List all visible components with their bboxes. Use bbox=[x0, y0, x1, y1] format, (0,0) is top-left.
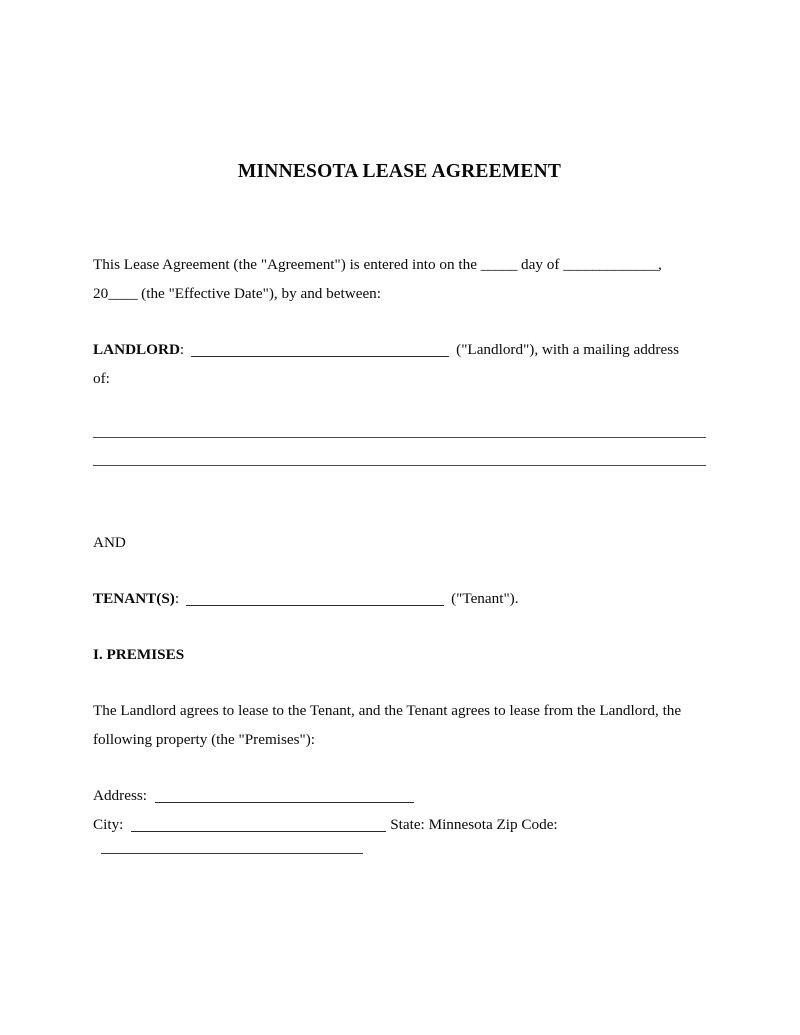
spacer bbox=[93, 308, 706, 335]
tenant-block bbox=[93, 584, 706, 613]
section-heading-premises: I. PREMISES bbox=[93, 646, 185, 664]
spacer bbox=[93, 669, 706, 696]
premises-body-paragraph bbox=[93, 696, 706, 754]
spacer bbox=[93, 754, 706, 781]
landlord-after-rule-text: ("Landlord"), with a mailing address bbox=[456, 341, 680, 359]
address-row bbox=[93, 781, 706, 810]
day-blank-field[interactable]: _____ bbox=[480, 256, 518, 274]
tenant-colon: : bbox=[174, 590, 180, 608]
spacer bbox=[93, 613, 706, 640]
month-blank-field[interactable]: _____________ bbox=[563, 256, 659, 274]
spacer bbox=[93, 393, 706, 437]
spacer bbox=[93, 466, 706, 528]
intro-text-day-of: day of bbox=[521, 256, 560, 274]
spacer bbox=[93, 557, 706, 584]
year-prefix: 20 bbox=[93, 285, 109, 303]
year-blank-field[interactable]: ____ bbox=[108, 285, 138, 303]
city-state-zip-row bbox=[93, 810, 706, 839]
city-label: City: bbox=[93, 816, 124, 834]
landlord-block bbox=[93, 335, 706, 393]
document-content bbox=[93, 0, 706, 854]
intro-text-effective-date: (the "Effective Date"), by and between: bbox=[141, 285, 381, 303]
city-blank-field[interactable] bbox=[131, 831, 386, 832]
landlord-name-blank[interactable] bbox=[191, 356, 449, 357]
premises-body-line-2: following property (the "Premises"): bbox=[93, 731, 316, 749]
spacer bbox=[93, 183, 706, 250]
state-zip-label: State: Minnesota Zip Code: bbox=[390, 816, 558, 834]
intro-comma: , bbox=[658, 256, 662, 274]
intro-text-before-day: This Lease Agreement (the "Agreement") is entered into on the bbox=[93, 256, 477, 274]
spacer bbox=[93, 438, 706, 465]
zip-code-blank-field[interactable] bbox=[101, 853, 363, 854]
premises-body-line-1: The Landlord agrees to lease to the Tenant, and the Tenant agrees to lease from the Landlord, the bbox=[93, 702, 682, 720]
address-label: Address: bbox=[93, 787, 147, 805]
landlord-continuation-text: of: bbox=[93, 370, 110, 388]
landlord-label: LANDLORD bbox=[93, 341, 180, 359]
page-title: MINNESOTA LEASE AGREEMENT bbox=[237, 161, 562, 182]
address-blank-field[interactable] bbox=[155, 802, 414, 803]
and-conjunction: AND bbox=[93, 534, 126, 552]
tenant-after-rule-text: ("Tenant"). bbox=[451, 590, 519, 608]
intro-paragraph bbox=[93, 250, 706, 308]
spacer bbox=[93, 839, 706, 853]
landlord-colon: : bbox=[179, 341, 185, 359]
tenant-name-blank[interactable] bbox=[186, 605, 444, 606]
tenant-label: TENANT(S) bbox=[93, 590, 175, 608]
